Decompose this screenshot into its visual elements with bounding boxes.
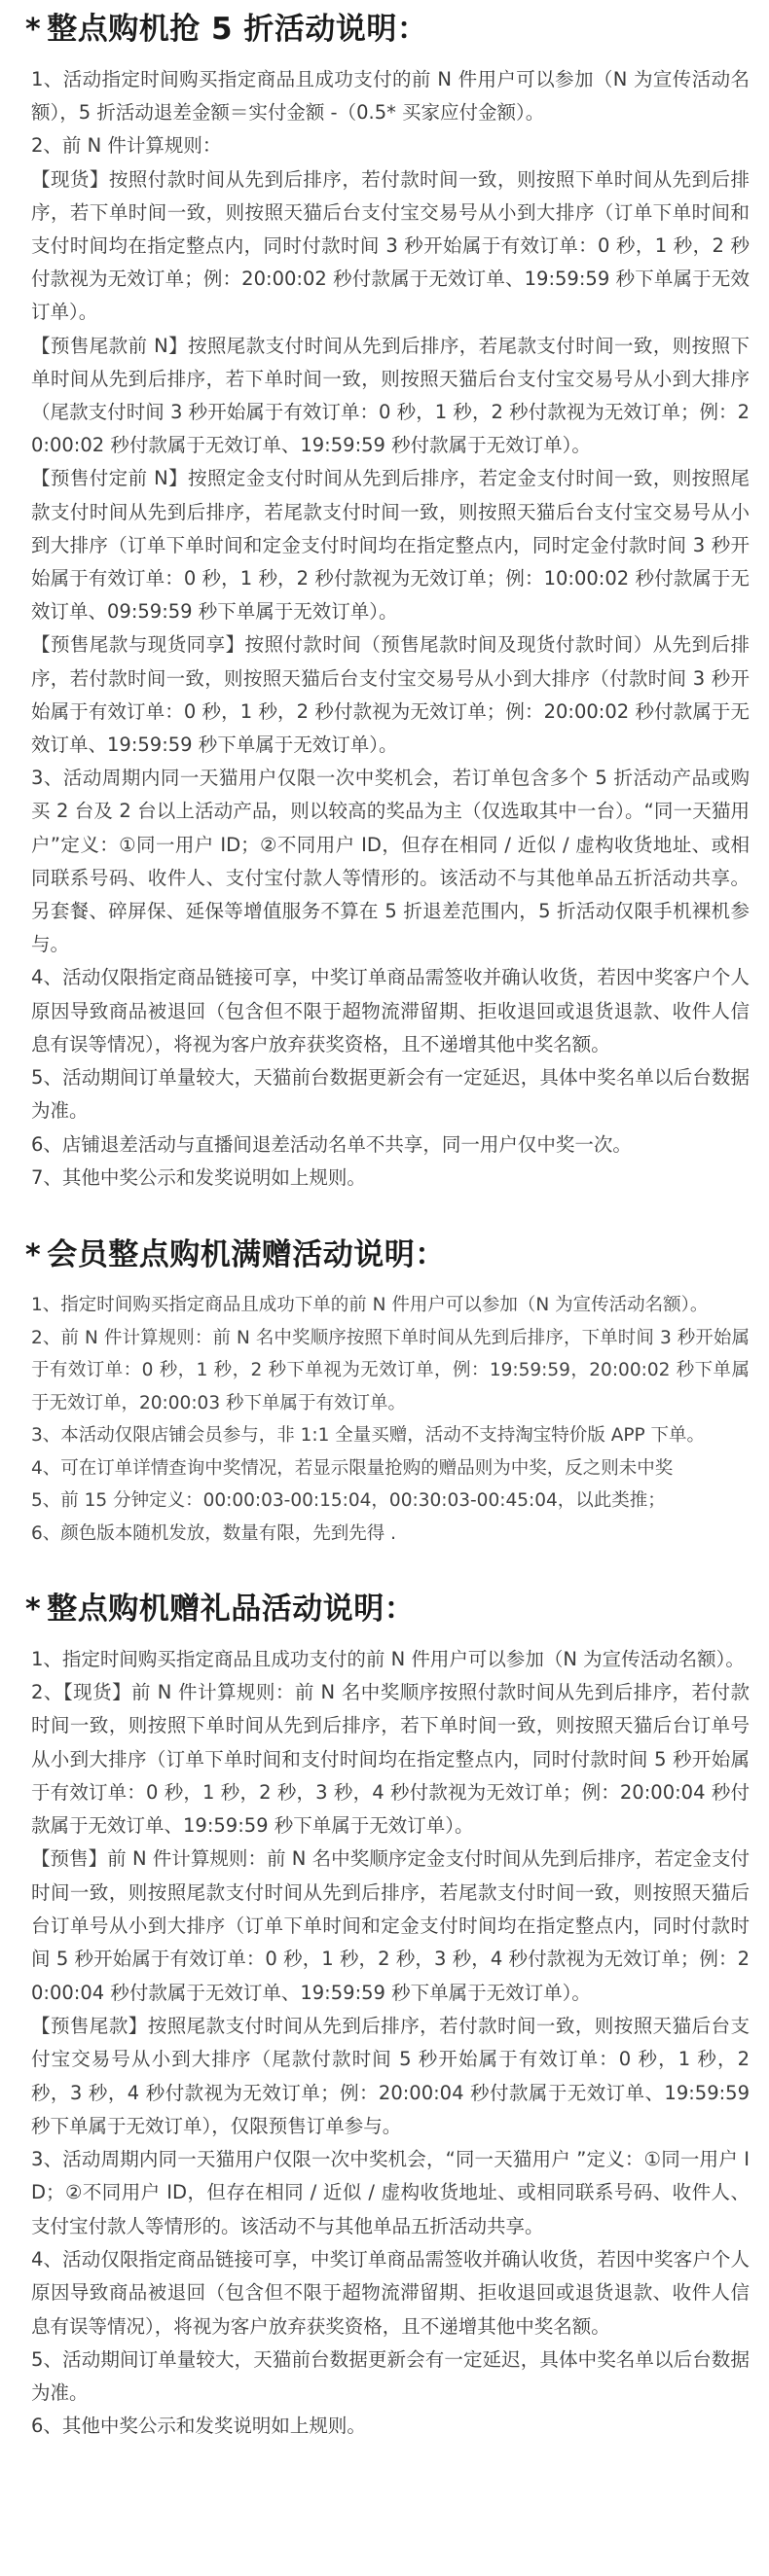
section-title-text: 整点购机赠礼品活动说明： — [47, 1591, 416, 1627]
section-title — [25, 1588, 751, 1631]
asterisk-icon: * — [25, 1592, 42, 1627]
asterisk-icon: * — [25, 1237, 42, 1272]
section-spacer — [25, 1551, 751, 1588]
asterisk-icon: * — [25, 13, 42, 47]
rule-paragraph: 7、其他中奖公示和发奖说明如上规则。 — [31, 1165, 366, 1189]
rule-paragraph: 【预售尾款与现货同享】按照付款时间（预售尾款时间及现货付款时间）从先到后排序，若付款时间一致，则按照天猫后台支付宝交易号从小到大排序（付款时间 3 秒开始属于有效订单：0 秒，1 秒，2 秒付款视为无效订单；例：20:00:02 秒付款属于无效订单、19:59:59 秒下单属于无效订单）。 — [31, 633, 750, 757]
rule-paragraph: 6、其他中奖公示和发奖说明如上规则。 — [31, 2415, 366, 2438]
rule-paragraph: 1、指定时间购买指定商品且成功支付的前 N 件用户可以参加（N 为宣传活动名额）。 — [31, 1647, 745, 1670]
rule-paragraph: 【预售付定前 N】按照定金支付时间从先到后排序，若定金支付时间一致，则按照尾款支付时间从先到后排序，若尾款支付时间一致，则按照天猫后台支付宝交易号从小到大排序（订单下单时间和定金支付时间均在指定整点内，同时定金付款时间 3 秒开始属于有效订单：0 秒，1 秒，2 秒付款视为无效订单；例：10:00:02 秒付款属于无效订单、09:59:59 秒下单属于无效订单）。 — [31, 467, 750, 624]
section-title-text: 整点购机抢 5 折活动说明： — [47, 12, 428, 47]
section-title-text: 会员整点购机满赠活动说明： — [47, 1236, 446, 1272]
rule-paragraph: 【预售尾款】按照尾款支付时间从先到后排序，若付款时间一致，则按照天猫后台支付宝交易号从小到大排序（尾款付款时间 5 秒开始属于有效订单：0 秒，1 秒，2 秒，3 秒，4 秒付款视为无效订单；例：20:00:04 秒付款属于无效订单、19:59:59 秒下单属于无效订单），仅限预售订单参与。 — [31, 2014, 750, 2137]
section-member-gift — [25, 1234, 751, 1551]
rule-paragraph: 2、前 N 件计算规则：前 N 名中奖顺序按照下单时间从先到后排序，下单时间 3 秒开始属于有效订单：0 秒，1 秒，2 秒下单视为无效订单，例：19:59:59，20:00:02 秒下单属于无效订单，20:00:03 秒下单属于有效订单。 — [31, 1327, 750, 1413]
rule-paragraph: 2、【现货】前 N 件计算规则：前 N 名中奖顺序按照付款时间从先到后排序，若付款时间一致，则按照下单时间从先到后排序，若下单时间一致，则按照天猫后台订单号从小到大排序（订单下单时间和支付时间均在指定整点内，同时付款时间 5 秒开始属于有效订单：0 秒，1 秒，2 秒，3 秒，4 秒付款视为无效订单；例：20:00:04 秒付款属于无效订单、19:59:59 秒下单属于无效订单）。 — [31, 1680, 750, 1838]
section-gift — [25, 1588, 751, 2444]
rule-paragraph: 3、活动周期内同一天猫用户仅限一次中奖机会，若订单包含多个 5 折活动产品或购买 2 台及 2 台以上活动产品，则以较高的奖品为主（仅选取其中一台）。“同一天猫用户”定义：①同一用户 ID；②不同用户 ID，但存在相同 / 近似 / 虚构收货地址、或相同联系号码、收件人、支付宝付款人等情形的。该活动不与其他单品五折活动共享。另套餐、碎屏保、延保等增值服务不算在 5 折退差范围内，5 折活动仅限手机裸机参与。 — [31, 767, 750, 956]
rule-paragraph: 1、活动指定时间购买指定商品且成功支付的前 N 件用户可以参加（N 为宣传活动名额），5 折活动退差金额＝实付金额 -（0.5* 买家应付金额）。 — [31, 68, 750, 125]
rule-paragraph: 【现货】按照付款时间从先到后排序，若付款时间一致，则按照下单时间从先到后排序，若下单时间一致，则按照天猫后台支付宝交易号从小到大排序（订单下单时间和支付时间均在指定整点内，同时付款时间 3 秒开始属于有效订单：0 秒，1 秒，2 秒付款视为无效订单；例：20:00:02 秒付款属于无效订单、19:59:59 秒下单属于无效订单）。 — [31, 167, 750, 324]
rule-paragraph: 6、店铺退差活动与直播间退差活动名单不共享，同一用户仅中奖一次。 — [31, 1132, 632, 1156]
rule-paragraph: 4、活动仅限指定商品链接可享，中奖订单商品需签收并确认收货，若因中奖客户个人原因导致商品被退回（包含但不限于超物流滞留期、拒收退回或退货退款、收件人信息有误等情况），将视为客户放弃获奖资格，且不递增其他中奖名额。 — [31, 966, 750, 1055]
rule-paragraph: 4、活动仅限指定商品链接可享，中奖订单商品需签收并确认收货，若因中奖客户个人原因导致商品被退回（包含但不限于超物流滞留期、拒收退回或退货退款、收件人信息有误等情况），将视为客户放弃获奖资格，且不递增其他中奖名额。 — [31, 2248, 750, 2338]
section-spacer — [25, 1195, 751, 1234]
rule-paragraph: 2、前 N 件计算规则： — [31, 134, 222, 158]
rule-paragraph: 5、活动期间订单量较大，天猫前台数据更新会有一定延迟，具体中奖名单以后台数据为准。 — [31, 1066, 750, 1123]
section-title — [25, 1234, 751, 1277]
rule-paragraph: 3、本活动仅限店铺会员参与，非 1:1 全量买赠，活动不支持淘宝特价版 APP 下单。 — [31, 1425, 706, 1447]
section-half-price — [25, 8, 751, 1195]
rule-paragraph: 5、活动期间订单量较大，天猫前台数据更新会有一定延迟，具体中奖名单以后台数据为准。 — [31, 2347, 750, 2405]
rule-paragraph: 【预售】前 N 件计算规则：前 N 名中奖顺序定金支付时间从先到后排序，若定金支付时间一致，则按照尾款支付时间从先到后排序，若尾款支付时间一致，则按照天猫后台订单号从小到大排序（订单下单时间和定金支付时间均在指定整点内，同时付款时间 5 秒开始属于有效订单：0 秒，1 秒，2 秒，3 秒，4 秒付款视为无效订单；例：20:00:04 秒付款属于无效订单、19:59:59 秒下单属于无效订单）。 — [31, 1847, 750, 2004]
section-title — [25, 8, 751, 52]
rule-paragraph: 5、前 15 分钟定义：00:00:03-00:15:04，00:30:03-00:45:04，以此类推； — [31, 1490, 666, 1512]
rule-paragraph: 6、颜色版本随机发放，数量有限，先到先得 . — [31, 1523, 397, 1545]
rule-paragraph: 4、可在订单详情查询中奖情况，若显示限量抢购的赠品则为中奖，反之则未中奖 — [31, 1457, 674, 1479]
rule-paragraph: 1、指定时间购买指定商品且成功下单的前 N 件用户可以参加（N 为宣传活动名额）。 — [31, 1294, 709, 1315]
rule-paragraph: 【预售尾款前 N】按照尾款支付时间从先到后排序，若尾款支付时间一致，则按照下单时间从先到后排序，若下单时间一致，则按照天猫后台支付宝交易号从小到大排序（尾款支付时间 3 秒开始属于有效订单：0 秒，1 秒，2 秒付款视为无效订单；例：20:00:02 秒付款属于无效订单、19:59:59 秒付款属于无效订单）。 — [31, 334, 750, 457]
rule-paragraph: 3、活动周期内同一天猫用户仅限一次中奖机会，“同一天猫用户 ”定义：①同一用户 ID；②不同用户 ID，但存在相同 / 近似 / 虚构收货地址、或相同联系号码、收件人、支付宝付款人等情形的。该活动不与其他单品五折活动共享。 — [31, 2148, 750, 2237]
